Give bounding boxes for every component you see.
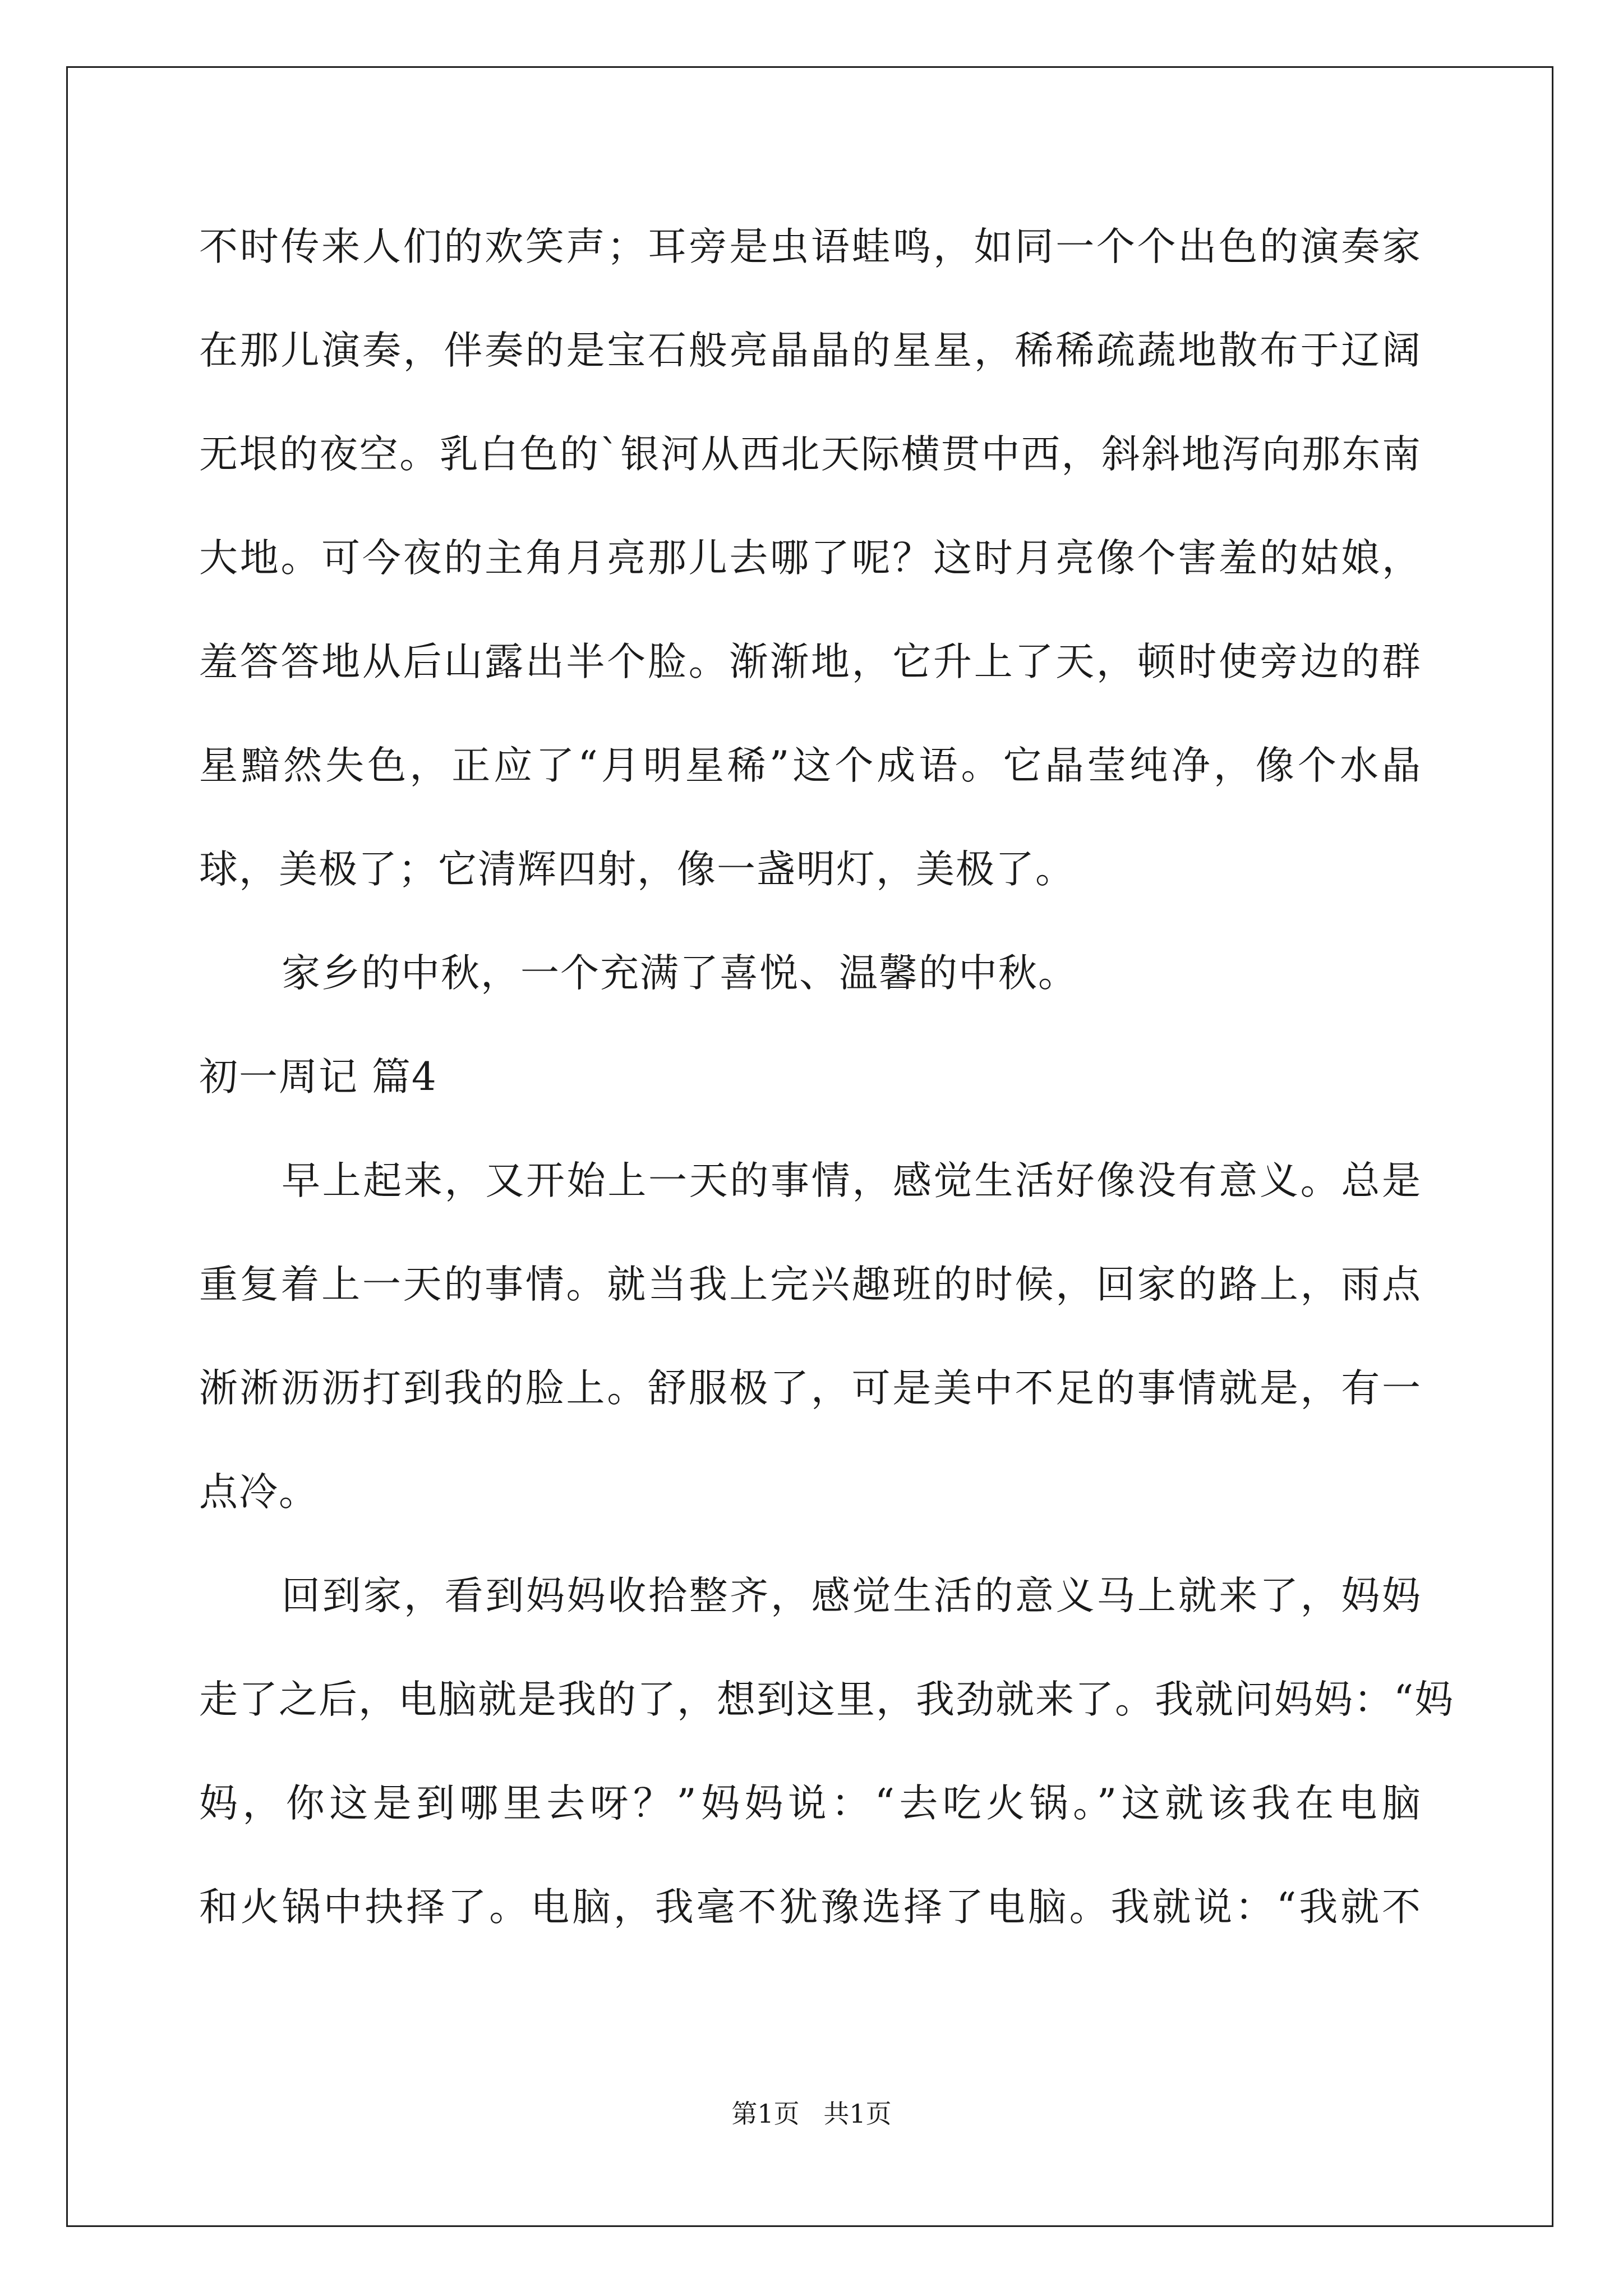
page-number: 第1页 bbox=[731, 2099, 800, 2129]
text-line-16: 妈，你这是到哪里去呀？”妈妈说：“去吃火锅。”这就该我在电脑 bbox=[199, 1781, 1422, 1826]
text-line-10: 早上起来，又开始上一天的事情，感觉生活好像没有意义。总是 bbox=[282, 1158, 1422, 1203]
text-line-6: 星黯然失色，正应了“月明星稀”这个成语。它晶莹纯净，像个水晶 bbox=[199, 743, 1422, 788]
text-line-12: 淅淅沥沥打到我的脸上。舒服极了，可是美中不足的事情就是，有一 bbox=[199, 1366, 1422, 1411]
text-line-11: 重复着上一天的事情。就当我上完兴趣班的时候，回家的路上，雨点 bbox=[199, 1262, 1422, 1307]
section-heading: 初一周记 篇4 bbox=[199, 1055, 437, 1099]
page-total: 共1页 bbox=[823, 2099, 892, 2129]
text-line-17: 和火锅中抉择了。电脑，我毫不犹豫选择了电脑。我就说：“我就不 bbox=[199, 1885, 1422, 1930]
text-line-8: 家乡的中秋，一个充满了喜悦、温馨的中秋。 bbox=[282, 951, 1078, 996]
text-line-2: 在那儿演奏，伴奏的是宝石般亮晶晶的星星，稀稀疏蔬地散布于辽阔 bbox=[199, 328, 1422, 373]
text-line-3: 无垠的夜空。乳白色的`银河从西北天际横贯中西，斜斜地泻向那东南 bbox=[199, 432, 1422, 477]
text-line-7: 球，美极了；它清辉四射，像一盏明灯，美极了。 bbox=[199, 847, 1075, 892]
text-line-1: 不时传来人们的欢笑声；耳旁是虫语蛙鸣，如同一个个出色的演奏家 bbox=[199, 224, 1422, 269]
text-line-13: 点冷。 bbox=[199, 1470, 319, 1515]
text-line-15: 走了之后，电脑就是我的了，想到这里，我劲就来了。我就问妈妈：“妈 bbox=[199, 1677, 1455, 1722]
text-line-14: 回到家，看到妈妈收拾整齐，感觉生活的意义马上就来了，妈妈 bbox=[282, 1573, 1422, 1618]
page-footer bbox=[0, 2097, 1623, 2131]
text-line-5: 羞答答地从后山露出半个脸。渐渐地，它升上了天，顿时使旁边的群 bbox=[199, 639, 1422, 684]
text-line-4: 大地。可今夜的主角月亮那儿去哪了呢？这时月亮像个害羞的姑娘， bbox=[199, 536, 1422, 581]
